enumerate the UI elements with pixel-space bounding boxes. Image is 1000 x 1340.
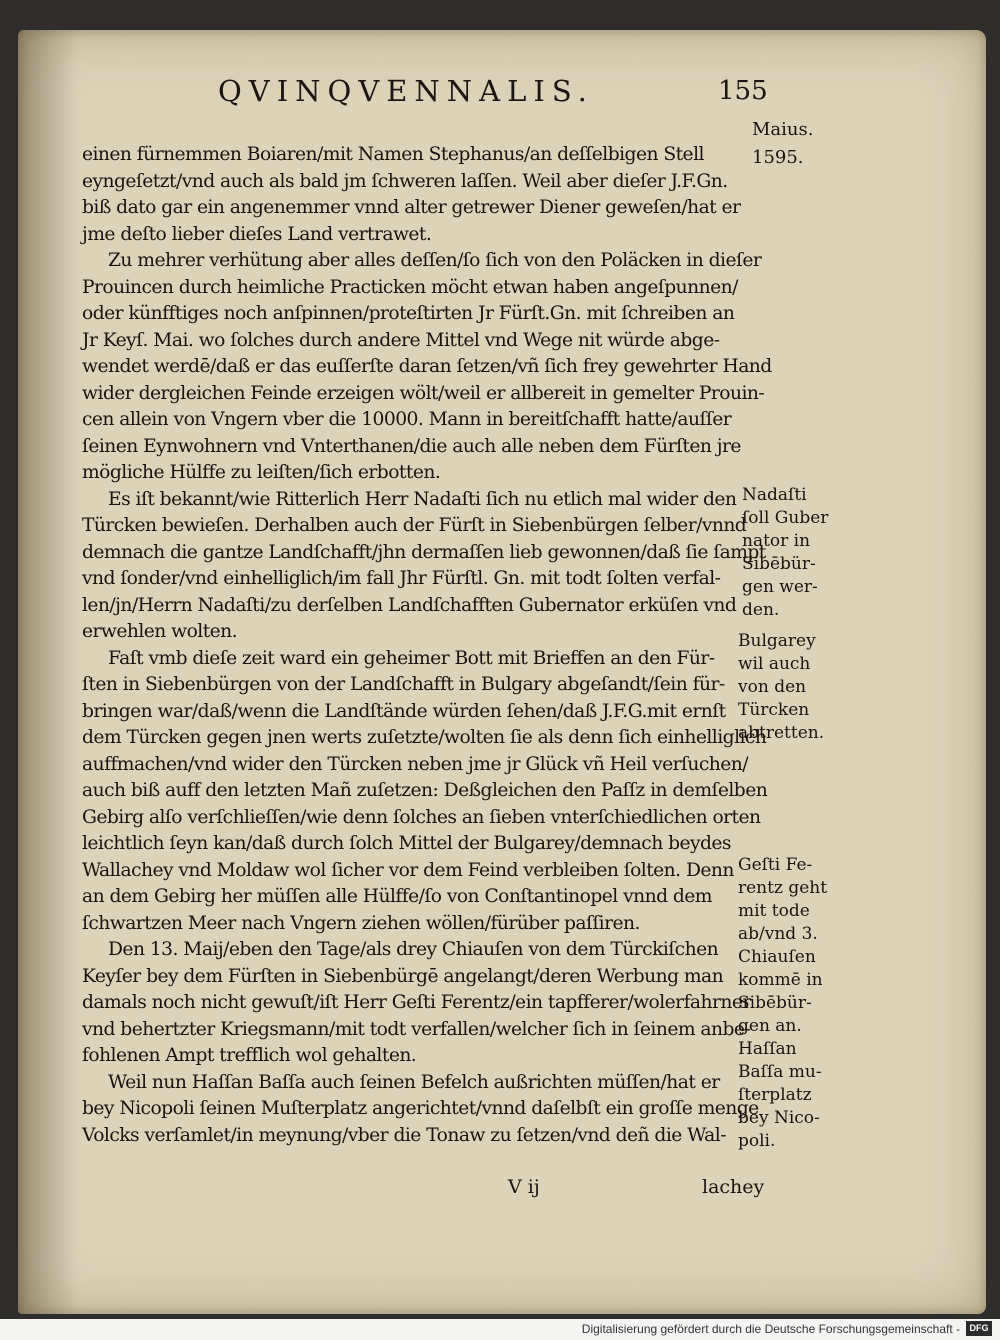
- margin-note-line: Geſti Fe-: [738, 855, 813, 875]
- signature-mark: V ij: [508, 1176, 540, 1198]
- text-line: Prouincen durch heimliche Practicken möcht etwan haben angeſpunnen/: [82, 276, 738, 298]
- margin-note-line: Nadaſti: [742, 485, 807, 505]
- text-line: biß dato gar ein angenemmer vnnd alter getrewer Diener geweſen/hat er: [82, 197, 741, 218]
- text-line: demnach die gantze Landſchafft/jhn dermaſſen lieb gewonnen/daß ſie ſampt: [82, 541, 766, 563]
- text-line: fohlenen Ampt trefflich wol gehalten.: [82, 1045, 417, 1066]
- text-line: vnd behertzter Kriegsmann/mit todt verfallen/welcher ſich in ſeinem anbe-: [82, 1018, 751, 1040]
- margin-note-bulgarey: [738, 630, 824, 745]
- text-line: bey Nicopoli ſeinen Muſterplatz angerichtet/vnnd daſelbſt ein groſſe menge: [82, 1098, 759, 1119]
- running-title: QVINQVENNALIS.: [218, 74, 594, 108]
- margin-note-line: Bulgarey: [738, 631, 816, 651]
- text-line: Es iſt bekannt/wie Ritterlich Herr Nadaſti ſich nu etlich mal wider den: [108, 488, 737, 510]
- margin-note-line: bey Nico-: [738, 1108, 820, 1128]
- text-line: len/jn/Herrn Nadaſti/zu derſelben Landſchafften Gubernator erküſen vnd: [82, 594, 737, 616]
- margin-note-gesti-hassan: [738, 854, 827, 1153]
- margin-note-line: Maius.: [752, 119, 814, 140]
- text-line: wider dergleichen Feinde erzeigen wölt/weil er allbereit in gemelter Prouin-: [82, 382, 765, 404]
- margin-note-line: gen an.: [738, 1016, 802, 1036]
- margin-note-line: Sibēbür-: [738, 993, 812, 1013]
- margin-note-line: wil auch: [738, 654, 811, 674]
- text-line: vnd ſonder/vnd einhelliglich/im fall Jhr Fürſtl. Gn. mit todt ſolten verfal-: [82, 568, 721, 589]
- margin-note-line: Türcken: [738, 700, 810, 720]
- text-line: jme deſto lieber dieſes Land vertrawet.: [82, 223, 432, 245]
- footer-bar: [0, 1319, 1000, 1340]
- margin-note-line: kommē in: [738, 970, 823, 990]
- margin-note-line: Baſſa mu-: [738, 1062, 822, 1082]
- margin-note-nadasti: [742, 484, 828, 622]
- text-line: Gebirg alſo verſchlieſſen/wie denn ſolches an ſieben vnterſchiedlichen orten: [82, 806, 761, 828]
- text-line: Jr Keyſ. Mai. wo ſolches durch andere Mittel vnd Wege nit würde abge-: [82, 329, 720, 351]
- page-number: 155: [718, 76, 768, 106]
- margin-note-line: abtretten.: [738, 723, 825, 743]
- dfg-logo-icon: DFG: [966, 1321, 992, 1336]
- margin-note-line: ſoll Guber: [742, 508, 829, 528]
- text-line: Volcks verſamlet/in meynung/vber die Tonaw zu ſetzen/vnd deñ die Wal-: [82, 1124, 726, 1146]
- margin-note-line: nator in: [742, 531, 811, 551]
- margin-note-line: den.: [742, 600, 780, 620]
- text-line: Wallachey vnd Moldaw wol ſicher vor dem Feind verbleiben ſolten. Denn: [82, 859, 734, 881]
- text-line: auch biß auff den letzten Mañ zuſetzen: Deßgleichen den Paſſz in demſelben: [82, 780, 768, 801]
- catchword: lachey: [702, 1176, 765, 1198]
- text-line: Faſt vmb dieſe zeit ward ein geheimer Bott mit Brieffen an den Für-: [108, 647, 715, 669]
- text-line: mögliche Hülffe zu leiſten/ſich erbotten.: [82, 462, 441, 483]
- text-line: Weil nun Haſſan Baſſa auch ſeinen Befelch außrichten müſſen/hat er: [108, 1071, 720, 1093]
- footer-credit: Digitalisierung gefördert durch die Deutsche Forschungsgemeinschaft -: [581, 1322, 960, 1336]
- text-line: Türcken bewieſen. Derhalben auch der Fürſt in Siebenbürgen ſelber/vnnd: [82, 515, 747, 536]
- text-line: Zu mehrer verhütung aber alles deſſen/ſo ſich von den Poläcken in dieſer: [108, 250, 762, 271]
- text-line: an dem Gebirg her müſſen alle Hülffe/ſo von Conſtantinopel vnnd dem: [82, 886, 712, 907]
- margin-note-line: Chiauſen: [738, 947, 816, 967]
- text-line: dem Türcken gegen jnen werts zuſetzte/wolten ſie als denn ſich einhelliglich: [82, 727, 767, 748]
- book-page: [18, 30, 986, 1314]
- margin-note-line: Haſſan: [738, 1039, 797, 1059]
- text-line: ſchwartzen Meer nach Vngern ziehen wöllen/fürüber paſſiren.: [82, 912, 640, 934]
- text-line: erwehlen wolten.: [82, 621, 238, 642]
- text-line: Den 13. Maij/eben den Tage/als drey Chiauſen von dem Türckiſchen: [108, 939, 719, 960]
- text-line: wendet werdē/daß er das euſſerſte daran ſetzen/vñ ſich frey gewehrter Hand: [82, 356, 772, 377]
- text-line: leichtlich ſeyn kan/daß durch ſolch Mittel der Bulgarey/demnach beydes: [82, 833, 731, 854]
- text-line: eyngeſetzt/vnd auch als bald jm ſchweren laſſen. Weil aber dieſer J.F.Gn.: [82, 170, 728, 192]
- margin-date: [752, 116, 813, 172]
- text-line: cen allein von Vngern vber die 10000. Mann in bereitſchafft hatte/auſſer: [82, 409, 732, 430]
- margin-note-line: mit tode: [738, 901, 810, 921]
- text-line: damals noch nicht gewuſt/iſt Herr Geſti Ferentz/ein tapfferer/wolerfahrner: [82, 992, 751, 1013]
- margin-note-line: poli.: [738, 1131, 776, 1151]
- text-line: auffmachen/vnd wider den Türcken neben jme jr Glück vñ Heil verſuchen/: [82, 753, 749, 775]
- margin-note-line: gen wer-: [742, 577, 818, 597]
- text-line: ſeinen Eynwohnern vnd Vnterthanen/die auch alle neben dem Fürſten jre: [82, 435, 741, 457]
- text-line: oder künfftiges noch anſpinnen/proteſtirten Jr Fürſt.Gn. mit ſchreiben an: [82, 303, 735, 324]
- text-line: Keyſer bey dem Fürſten in Siebenbürgē angelangt/deren Werbung man: [82, 965, 724, 987]
- margin-note-line: 1595.: [752, 147, 804, 168]
- margin-note-line: Sibēbür-: [742, 554, 816, 574]
- margin-note-line: ab/vnd 3.: [738, 924, 818, 944]
- margin-note-line: ſterplatz: [738, 1085, 812, 1105]
- margin-note-line: rentz geht: [738, 878, 828, 898]
- margin-note-line: von den: [738, 677, 807, 697]
- text-line: bringen war/daß/wenn die Landſtände würden ſehen/daß J.F.G.mit ernſt: [82, 700, 726, 722]
- text-line: einen fürnemmen Boiaren/mit Namen Stephanus/an deſſelbigen Stell: [82, 144, 704, 165]
- text-line: ſten in Siebenbürgen von der Landſchafft in Bulgary abgeſandt/ſein für-: [82, 674, 725, 695]
